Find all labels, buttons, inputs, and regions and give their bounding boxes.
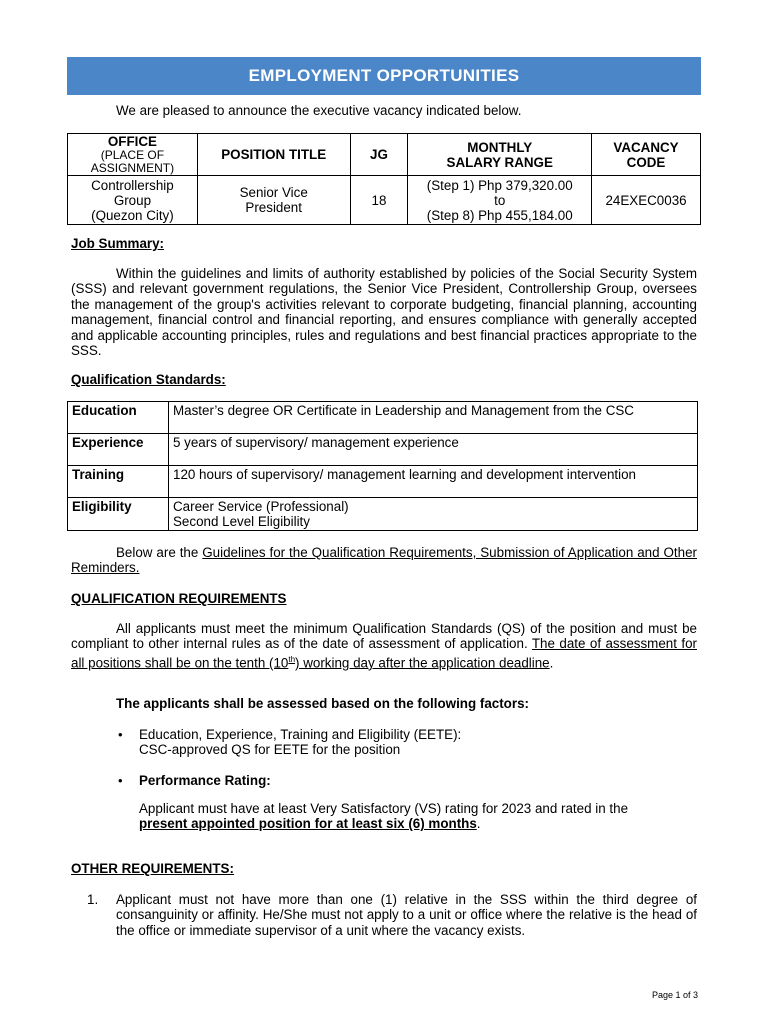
bullet-2-text: [139, 801, 699, 832]
table-row: [68, 402, 698, 434]
qualification-standards-heading: Qualification Standards:: [71, 372, 226, 387]
other-requirements-heading: OTHER REQUIREMENTS:: [71, 861, 234, 876]
other-requirement-text: Applicant must not have more than one (1) relative in the SSS within the third degree of consanguinity or affinity. He/She must not apply to a unit or office where the relative is the head of the office or immediate supervisor of a unit where the vacancy exists.: [116, 892, 697, 938]
qr-text-underline-2: ) working day after the application deadline: [295, 655, 550, 671]
cell-jg: 18: [350, 176, 408, 225]
bullet-2-end: .: [476, 816, 481, 832]
guidelines-text: [71, 545, 697, 576]
job-summary-body: Within the guidelines and limits of authority established by policies of the Social Security System (SSS) and relevant government regulations, the Senior Vice President, Controllership Group, oversees the management of the group's activities relevant to corporate budgeting, financial planning, accounting management, financial control and financial reporting, and ensures compliance with generally accepted and applicable accounting principles, rules and regulations and best financial practices appropriate to the SSS.: [71, 266, 697, 359]
intro-text: We are pleased to announce the executive vacancy indicated below.: [116, 103, 522, 118]
qs-label-education: Education: [68, 402, 169, 434]
other-requirement-number: 1.: [87, 892, 99, 907]
header-salary-2: SALARY RANGE: [446, 154, 553, 170]
cell-office: [68, 176, 198, 225]
qs-value-training: 120 hours of supervisory/ management learning and development intervention: [169, 466, 698, 498]
bullet-1-marker: •: [118, 727, 123, 742]
table-row: [68, 434, 698, 466]
qualification-requirements-text: [71, 621, 697, 671]
salary-line-1: (Step 1) Php 379,320.00: [426, 177, 573, 193]
guidelines-prefix: Below are the: [116, 545, 203, 560]
bullet-2-bold: present appointed position for at least six (6) months: [139, 816, 477, 832]
cell-position: [197, 176, 350, 225]
qualification-requirements-heading: QUALIFICATION REQUIREMENTS: [71, 591, 287, 606]
header-code-1: VACANCY: [613, 139, 679, 155]
qs-label-experience: Experience: [68, 434, 169, 466]
guidelines-link[interactable]: Guidelines for the Qualification Requirements, Submission of Application and Other Reminders.: [71, 545, 697, 576]
qr-text-sup: th: [288, 654, 296, 664]
salary-line-3: (Step 8) Php 455,184.00: [426, 207, 573, 223]
table-row: [68, 498, 698, 531]
job-summary-text: [71, 266, 697, 358]
qs-value-eligibility: [169, 498, 698, 531]
bullet-1-sub: CSC-approved QS for EETE for the position: [139, 742, 401, 758]
qr-text-plain: All applicants must meet the minimum Qualification Standards (QS) of the position and must be compliant to other internal rules as of the date of assessment of application.: [71, 621, 697, 652]
cell-salary: [408, 176, 592, 225]
header-office-sub: (PLACE OF ASSIGNMENT): [90, 148, 175, 175]
header-position: POSITION TITLE: [197, 134, 350, 176]
header-office-label: OFFICE: [107, 134, 157, 149]
eligibility-line-2: Second Level Eligibility: [173, 514, 310, 530]
factors-heading: The applicants shall be assessed based on the following factors:: [116, 696, 529, 711]
header-salary: [408, 134, 592, 176]
job-summary-heading: Job Summary:: [71, 236, 165, 251]
bullet-1: [139, 727, 461, 758]
bullet-2-title: Performance Rating:: [139, 773, 271, 788]
page-number: Page 1 of 3: [651, 990, 698, 1000]
header-salary-1: MONTHLY: [467, 139, 533, 155]
office-line-3: (Quezon City): [91, 207, 174, 223]
bullet-2-marker: •: [118, 773, 123, 788]
table-row: [68, 466, 698, 498]
header-jg: JG: [350, 134, 408, 176]
page-title-banner: EMPLOYMENT OPPORTUNITIES: [67, 57, 701, 95]
position-line-2: President: [245, 200, 302, 215]
qr-text-underline-1: The date of assessment for all positions shall be on the tenth (10: [71, 636, 697, 671]
position-line-1: Senior Vice: [239, 185, 308, 200]
salary-line-2: to: [494, 192, 506, 208]
office-line-1: Controllership: [91, 177, 174, 193]
eligibility-line-1: Career Service (Professional): [173, 499, 349, 514]
header-office: [68, 134, 198, 176]
qs-value-education: Master’s degree OR Certificate in Leadership and Management from the CSC: [169, 402, 698, 434]
qs-value-experience: 5 years of supervisory/ management experience: [169, 434, 698, 466]
table-row: [68, 176, 701, 225]
bullet-1-title: Education, Experience, Training and Eligibility (EETE):: [139, 727, 462, 742]
qr-text-end: .: [549, 655, 554, 671]
vacancy-table: [67, 133, 701, 225]
bullet-2-line-1: Applicant must have at least Very Satisfactory (VS) rating for 2023 and rated in the: [139, 801, 629, 816]
qualification-standards-table: [67, 401, 698, 531]
header-code: [592, 134, 701, 176]
cell-vacancy-code: 24EXEC0036: [592, 176, 701, 225]
vacancy-table-header: [68, 134, 701, 176]
qs-label-eligibility: Eligibility: [68, 498, 169, 531]
qs-label-training: Training: [68, 466, 169, 498]
office-line-2: Group: [113, 192, 152, 208]
header-code-2: CODE: [626, 154, 666, 170]
bullet-2-line-2: [139, 816, 699, 831]
